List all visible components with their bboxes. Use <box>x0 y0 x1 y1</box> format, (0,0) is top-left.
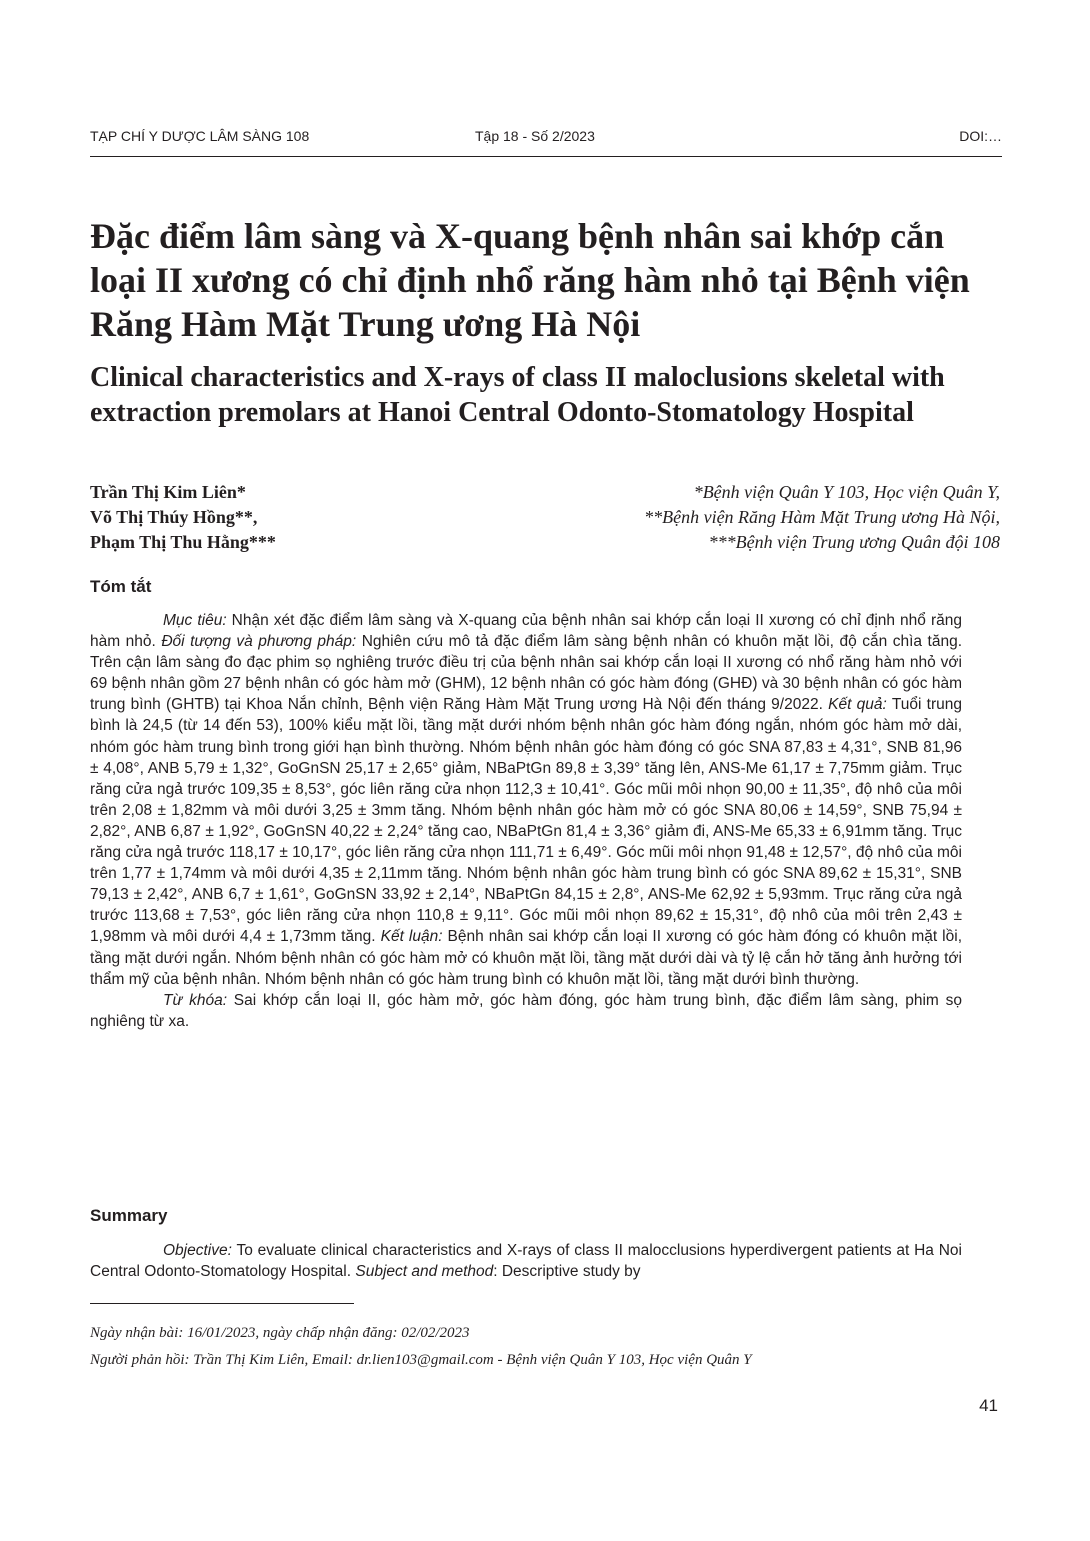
summary-method-text: : Descriptive study by <box>493 1263 641 1281</box>
summary-body <box>90 1240 962 1282</box>
abstract-heading: Tóm tắt <box>90 577 152 596</box>
author-name: Trần Thị Kim Liên* <box>90 482 246 502</box>
journal-name: TẠP CHÍ Y DƯỢC LÂM SÀNG 108 <box>90 128 310 144</box>
objective-label: Mục tiêu: <box>163 612 227 629</box>
summary-objective-label: Objective: <box>163 1242 232 1259</box>
corresponding-author-note: Người phản hồi: Trần Thị Kim Liên, Email: dr.lien103@gmail.com - Bệnh viện Quân Y 103, Học viện Quân Y <box>90 1352 752 1368</box>
footnote-divider <box>90 1303 354 1304</box>
summary-objective-text: To evaluate clinical characteristics and X-rays of class II malocclusions hyperdivergent patients at Ha Noi Central Odonto-Stomatology Hospital. <box>90 1242 962 1281</box>
keywords-text: Sai khớp cắn loại II, góc hàm mở, góc hàm đóng, góc hàm trung bình, đặc điểm lâm sàng, phim sọ nghiêng từ xa. <box>90 991 962 1030</box>
doi-label: DOI:… <box>959 128 1002 144</box>
footnotes <box>90 1320 1002 1374</box>
objective-text: Nhận xét đặc điểm lâm sàng và X-quang của bệnh nhân sai khớp cắn loại II xương có chỉ định nhổ răng hàm nhỏ. <box>90 612 962 651</box>
affiliation: *Bệnh viện Quân Y 103, Học viện Quân Y, <box>693 482 1000 502</box>
method-label: Đối tượng và phương pháp: <box>161 633 357 651</box>
affiliation: ***Bệnh viện Trung ương Quân đội 108 <box>708 532 1000 552</box>
affiliation-list <box>500 480 1000 555</box>
result-text: Tuổi trung bình là 24,5 (từ 14 đến 53), 100% kiểu mặt lồi, tầng mặt dưới nhóm bệnh nhân góc hàm đóng ngắn, nhóm góc hàm mở dài, nhóm góc hàm trung bình trong giới hạn bình thường. Nhóm bệnh nhân góc hàm đóng có góc SNA 87,83 ± 4,31°, SNB 81,96 ± 4,08°, ANB 5,79 ± 1,32°, GoGnSN 25,17 ± 2,65° giảm, NBaPtGn 89,8 ± 3,39° tăng lên, ANS-Me 61,17 ± 7,75mm giảm. Trục răng cửa ngả trước 109,35 ± 8,53°, góc liên răng cửa nhọn 112,3 ± 10,41°. Góc mũi môi nhọn 90,00 ± 11,35°, độ nhô của môi trên 2,08 ± 1,82mm và môi dưới 3,25 ± 3mm tăng. Nhóm bệnh nhân góc hàm mở có góc SNA 80,06 ± 14,59°, SNB 75,94 ± 2,82°, ANB 6,87 ± 1,92°, GoGnSN 40,22 ± 2,24° tăng cao, NBaPtGn 81,4 ± 3,36° giảm đi, ANS-Me 65,33 ± 6,91mm tăng. Trục răng cửa ngả trước 118,17 ± 10,17°, góc liên răng cửa nhọn 111,71 ± 6,49°. Góc mũi môi nhọn 91,48 ± 12,57°, độ nhô của môi trên 1,77 ± 1,74mm và môi dưới 4,35 ± 2,11mm tăng. Nhóm bệnh nhân góc hàm trung bình có góc SNA 89,62 ± 15,31°, SNB 79,13 ± 2,42°, ANB 6,7 ± 1,61°, GoGnSN 33,92 ± 2,14°, NBaPtGn 84,15 ± 2,8°, ANS-Me 62,92 ± 5,93mm. Trục răng cửa ngả trước 113,68 ± 7,53°, góc liên răng cửa nhọn 110,8 ± 9,11°. Góc mũi môi nhọn 89,62 ± 15,31°, độ nhô của môi trên 2,43 ± 1,98mm và môi dưới 4,4 ± 1,73mm tăng. <box>90 696 962 946</box>
result-label: Kết quả: <box>828 696 887 714</box>
method-text: Nghiên cứu mô tả đặc điểm lâm sàng bệnh nhân có khuôn mặt lồi, độ cắn chìa tăng. Trên cận lâm sàng đo đạc phim sọ nghiêng trước điều trị của bệnh nhân sai khớp cắn loại II xương có nhổ răng hàm nhỏ với 69 bệnh nhân gồm 27 bệnh nhân có góc hàm mở (GHM), 12 bệnh nhân có góc hàm đóng (GHĐ) và 30 bệnh nhân có góc hàm trung bình (GHTB) tại Khoa Nắn chỉnh, Bệnh viện Răng Hàm Mặt Trung ương Hà Nội đến tháng 9/2022. <box>90 633 963 714</box>
page-number: 41 <box>979 1396 998 1415</box>
title-english: Clinical characteristics and X-rays of class II maloclusions skeletal with extraction premolars at Hanoi Central Odonto-Stomatology Hospital <box>90 362 945 428</box>
abstract-body <box>90 610 962 1032</box>
journal-issue: Tập 18 - Số 2/2023 <box>475 128 595 144</box>
keywords-label: Từ khóa: <box>163 991 227 1009</box>
title-vietnamese: Đặc điểm lâm sàng và X-quang bệnh nhân sai khớp cắn loại II xương có chỉ định nhổ răng hàm nhỏ tại Bệnh viện Răng Hàm Mặt Trung ương Hà Nội <box>90 216 970 344</box>
summary-paragraph <box>90 1240 962 1282</box>
abstract-paragraph <box>90 610 962 990</box>
author-name: Phạm Thị Thu Hằng*** <box>90 532 276 552</box>
running-header <box>90 128 1002 150</box>
author-name: Võ Thị Thúy Hồng**, <box>90 507 258 527</box>
summary-method-label: Subject and method <box>355 1263 494 1281</box>
author-list <box>90 480 410 555</box>
conclusion-text: Bệnh nhân sai khớp cắn loại II xương có góc hàm đóng có khuôn mặt lồi, tầng mặt dưới ngắn. Nhóm bệnh nhân có góc hàm mở có khuôn mặt lồi, tầng mặt dưới dài và tỷ lệ cắn hở tăng ảnh hưởng tới thẩm mỹ của bệnh nhân. Nhóm bệnh nhân có góc hàm trung bình có khuôn mặt lồi, tầng mặt dưới bình thường. <box>90 928 962 988</box>
keywords-paragraph <box>90 990 962 1032</box>
summary-heading: Summary <box>90 1206 168 1225</box>
header-divider <box>90 156 1002 157</box>
conclusion-label: Kết luận: <box>380 928 443 946</box>
affiliation: **Bệnh viện Răng Hàm Mặt Trung ương Hà Nội, <box>644 507 1000 527</box>
received-date-note: Ngày nhận bài: 16/01/2023, ngày chấp nhận đăng: 02/02/2023 <box>90 1325 470 1341</box>
